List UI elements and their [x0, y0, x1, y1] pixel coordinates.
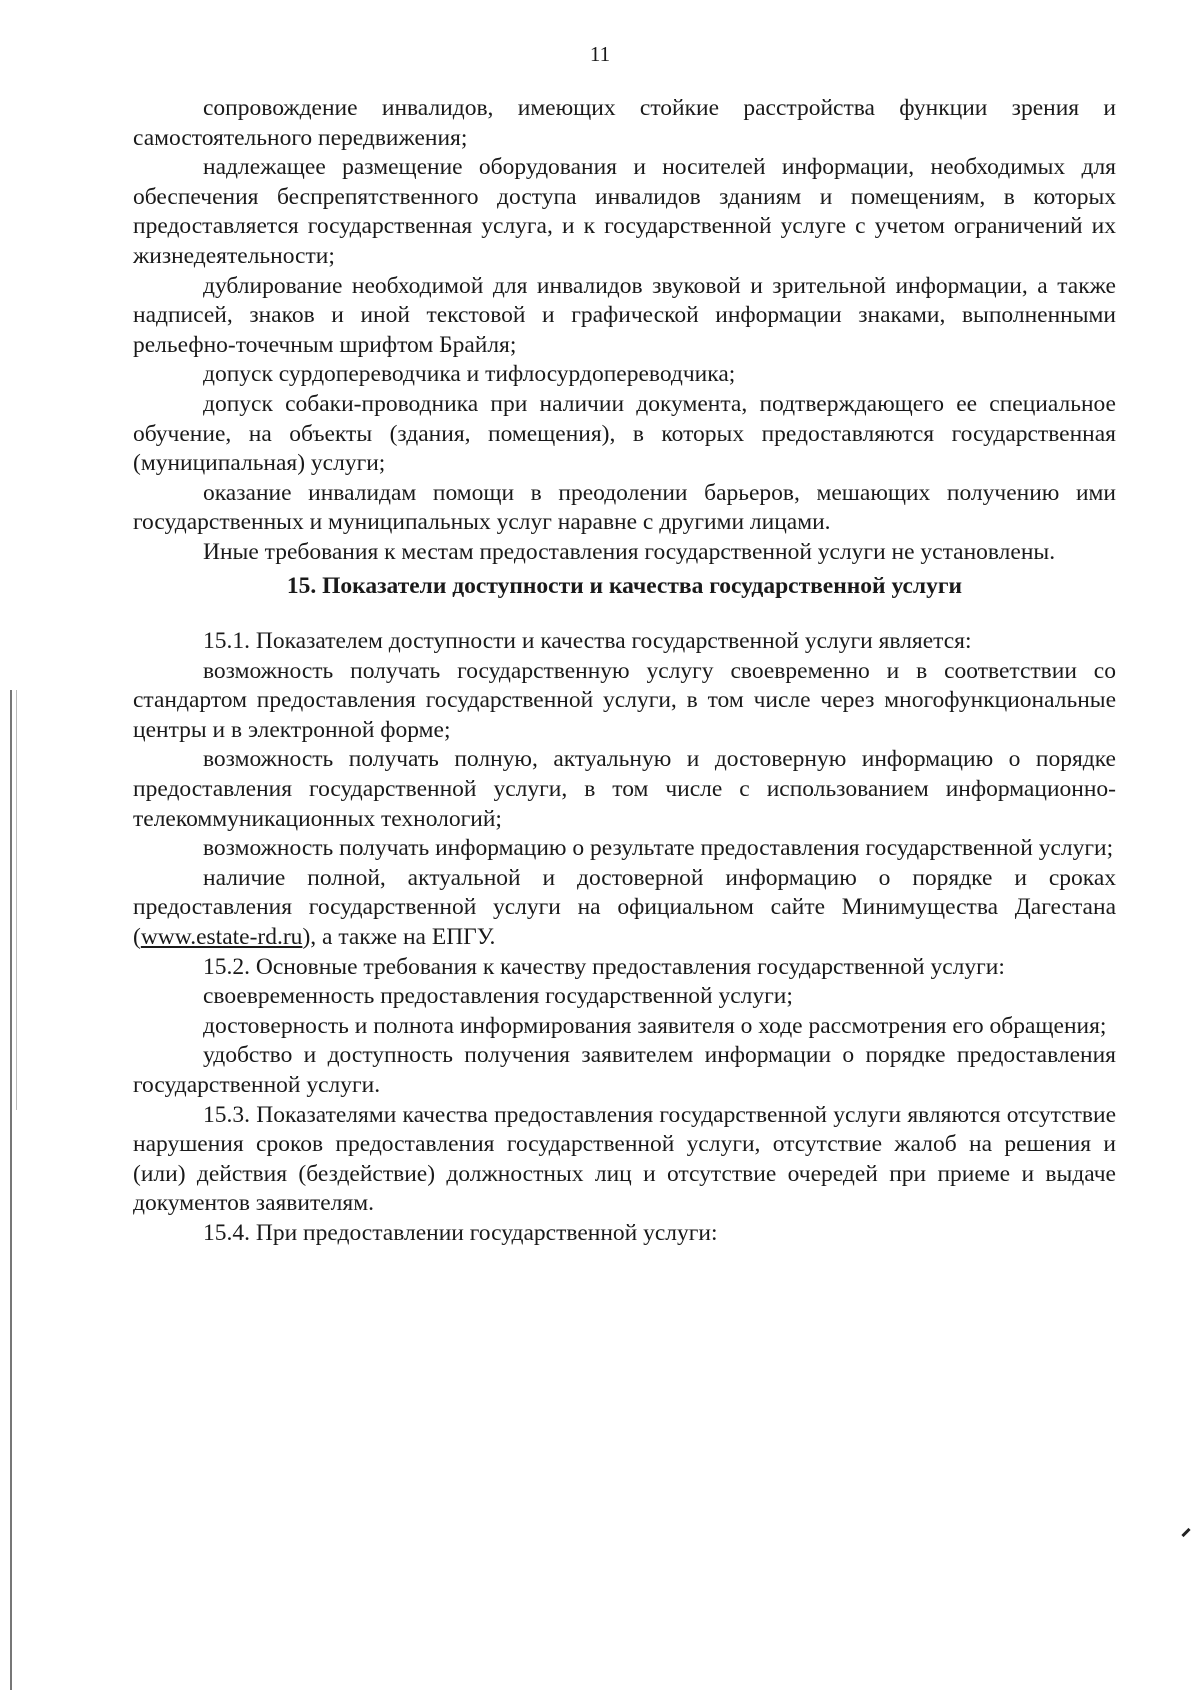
site-text-after: ), а также на ЕПГУ. — [302, 924, 496, 951]
page-number: 11 — [589, 42, 611, 66]
paragraph-timeliness: своевременность предоставления государственной услуги; — [203, 983, 793, 1010]
scan-margin-line — [10, 690, 12, 1690]
paragraph-escort: сопровождение инвалидов, имеющих стойкие расстройства функции зрения и самостоятельного передвижения; — [133, 95, 1116, 151]
estate-site-link[interactable]: www.estate-rd.ru — [140, 924, 303, 951]
scan-corner-mark — [1181, 1528, 1190, 1537]
paragraph-result-information: возможность получать информацию о результате предоставления государственной услуги; — [203, 835, 1114, 862]
paragraph-full-information: возможность получать полную, актуальную и достоверную информацию о порядке предоставления государственной услуги, в том числе с использованием информационно-телекоммуникационных технологий; — [133, 746, 1116, 832]
paragraph-equipment-placement: надлежащее размещение оборудования и носителей информации, необходимых для обеспечения беспрепятственного доступа инвалидов зданиям и помещениям, в которых предоставляется государственная услуга, и к государственной услуге с учетом ограничений их жизнедеятельности; — [133, 154, 1116, 269]
paragraph-other-requirements: Иные требования к местам предоставления государственной услуги не установлены. — [203, 538, 1056, 565]
paragraph-15-1: 15.1. Показателем доступности и качества государственной услуги является: — [203, 628, 972, 655]
paragraph-reliability: достоверность и полнота информирования заявителя о ходе рассмотрения его обращения; — [203, 1012, 1107, 1039]
paragraph-15-4: 15.4. При предоставлении государственной услуги: — [203, 1219, 718, 1246]
paragraph-duplication: дублирование необходимой для инвалидов звуковой и зрительной информации, а также надписей, знаков и иной текстовой и графической информации знаками, выполненными рельефно-точечным шрифтом Брайля; — [133, 272, 1116, 358]
section-heading: 15. Показатели доступности и качества государственной услуги — [286, 572, 963, 599]
paragraph-assistance: оказание инвалидам помощи в преодолении барьеров, мешающих получению ими государственных и муниципальных услуг наравне с другими лицами. — [133, 479, 1116, 536]
paragraph-official-site — [133, 864, 1116, 953]
paragraph-15-2: 15.2. Основные требования к качеству предоставления государственной услуги: — [203, 953, 1005, 980]
paragraph-15-3: 15.3. Показателями качества предоставления государственной услуги являются отсутствие нарушения сроков предоставления государственной услуги, отсутствие жалоб на решения и (или) действия (бездействие) должностных лиц и отсутствие очередей при приеме и выдаче документов заявителям. — [133, 1101, 1116, 1217]
paragraph-guide-dog: допуск собаки-проводника при наличии документа, подтверждающего ее специальное обучение, на объекты (здания, помещения), в которых предоставляются государственная (муниципальная) услуги; — [133, 390, 1116, 477]
scan-margin-line-faint — [16, 690, 17, 1110]
paragraph-sign-interpreter: допуск сурдопереводчика и тифлосурдопереводчика; — [203, 361, 736, 388]
paragraph-timely-service: возможность получать государственную услугу своевременно и в соответствии со стандартом предоставления государственной услуги, в том числе через многофункциональные центры и в электронной форме; — [133, 657, 1116, 743]
site-text-before: наличие полной, актуальной и достоверной информацию о порядке и сроках предоставления государственной услуги на официальном сайте Минимущества Дагестана ( — [133, 864, 1116, 951]
document-body — [133, 94, 1116, 1249]
paragraph-convenience: удобство и доступность получения заявителем информации о порядке предоставления государственной услуги. — [133, 1042, 1116, 1098]
